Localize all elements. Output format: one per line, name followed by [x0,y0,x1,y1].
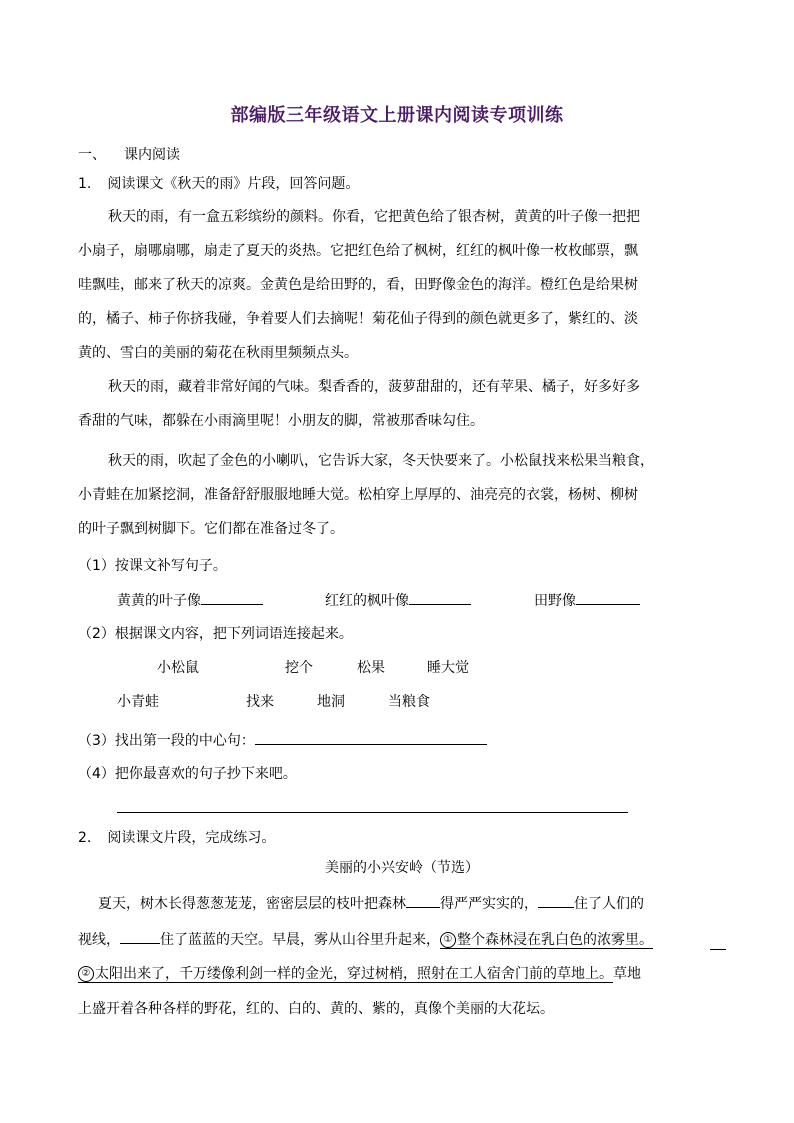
passage-text: 夏天，树木长得葱葱茏茏，密密层层的枝叶把森林 [98,896,406,912]
fill-item [534,590,640,611]
answer-blank[interactable] [409,590,471,605]
passage-text: 草地 [613,966,641,982]
sub-number: （2） [78,626,115,642]
match-word[interactable]: 松果 [357,660,385,676]
sub-text: 找出第一段的中心句： [114,733,255,749]
passage-text: 整个森林浸在乳白色的浓雾里。 [457,932,653,948]
fill-prompt: 黄黄的叶子像 [117,593,201,609]
sub-number: （3） [78,733,115,749]
sub-number: （1） [78,558,115,574]
passage-line: 秋天的雨，有一盒五彩缤纷的颜料。你看，它把黄色给了银杏树，黄黄的叶子像一把把 [108,209,640,225]
sub-question-1 [78,556,227,576]
sub-text: 根据课文内容，把下列词语连接起来。 [114,626,353,642]
fill-prompt: 红红的枫叶像 [325,593,409,609]
answer-blank[interactable] [406,893,440,908]
passage-text: 住了蓝蓝的天空。早晨，雾从山谷里升起来， [160,932,440,948]
question-1-prompt [78,174,359,194]
passage-text: 视线， [78,932,120,948]
match-word[interactable]: 睡大觉 [427,660,469,676]
underlined-sentence-1 [440,932,653,949]
question-text: 阅读课文片段，完成练习。 [107,830,276,846]
sub-question-3 [78,730,487,751]
passage-text: 太阳出来了，千万缕像利剑一样的金光，穿过树梢，照射在工人宿舍门前的草地上。 [95,966,613,982]
passage-title: 美丽的小兴安岭（节选） [325,860,479,876]
passage-line: 的叶子飘到树脚下。它们都在准备过冬了。 [78,521,344,537]
passage-line: 秋天的雨，藏着非常好闻的气味。梨香香的，菠萝甜甜的，还有苹果、橘子，好多好多 [108,379,640,395]
passage-line [78,929,653,950]
passage-line: 秋天的雨，吹起了金色的小喇叭，它告诉大家，冬天快要来了。小松鼠找来松果当粮食， [108,453,654,469]
answer-line[interactable] [117,812,628,813]
passage-line: 香甜的气味，都躲在小雨滴里呢！小朋友的脚，常被那香味勾住。 [78,413,484,429]
underlined-sentence-2 [78,966,613,983]
passage-line: 的，橘子、柿子你挤我碰，争着要人们去摘呢！菊花仙子得到的颜色就更多了，紫红的、淡 [78,311,638,327]
answer-blank[interactable] [120,929,160,944]
answer-blank[interactable] [201,590,263,605]
sentence-marker-2: ② [78,966,94,982]
match-word[interactable]: 当粮食 [388,694,430,710]
answer-blank[interactable] [576,590,640,605]
match-word[interactable]: 小青蛙 [117,694,159,710]
underline-continuation [710,949,726,950]
passage-text: 住了人们的 [574,896,644,912]
passage-line: 小青蛙在加紧挖洞，准备舒舒服服地睡大觉。松柏穿上厚厚的、油亮亮的衣裳，杨树、柳树 [78,487,638,503]
fill-prompt: 田野像 [534,593,576,609]
question-number: 1. [78,176,92,192]
section-label: 课内阅读 [124,147,180,163]
sentence-marker-1: ① [440,932,456,948]
sub-question-4 [78,764,297,784]
passage-line: 哇飘哇，邮来了秋天的凉爽。金黄色是给田野的，看，田野像金色的海洋。橙红色是给果树 [78,277,638,293]
answer-blank[interactable] [255,730,487,745]
passage-line [78,964,641,984]
section-heading [78,145,180,165]
sub-text: 按课文补写句子。 [114,558,227,574]
section-number: 一、 [78,147,106,163]
sub-text: 把你最喜欢的句子抄下来吧。 [114,766,297,782]
passage-line: 小扇子，扇哪扇哪，扇走了夏天的炎热。它把红色给了枫树，红红的枫叶像一枚枚邮票，飘 [78,243,638,259]
match-word[interactable]: 小松鼠 [157,660,199,676]
page-title: 部编版三年级语文上册课内阅读专项训练 [230,105,564,126]
sub-question-2 [78,624,353,644]
sub-number: （4） [78,766,115,782]
question-number: 2. [78,830,92,846]
question-2-prompt [78,828,275,848]
passage-line: 上盛开着各种各样的野花，红的、白的、黄的、紫的，真像个美丽的大花坛。 [78,1001,554,1017]
question-text: 阅读课文《秋天的雨》片段，回答问题。 [107,176,360,192]
match-word[interactable]: 地洞 [317,694,345,710]
match-word[interactable]: 找来 [246,694,274,710]
passage-line [98,893,644,914]
answer-blank[interactable] [538,893,574,908]
passage-line: 黄的、雪白的美丽的菊花在秋雨里频频点头。 [78,345,358,361]
fill-item [117,590,263,611]
match-word[interactable]: 挖个 [285,660,313,676]
passage-text: 得严严实实的， [440,896,538,912]
fill-item [325,590,471,611]
